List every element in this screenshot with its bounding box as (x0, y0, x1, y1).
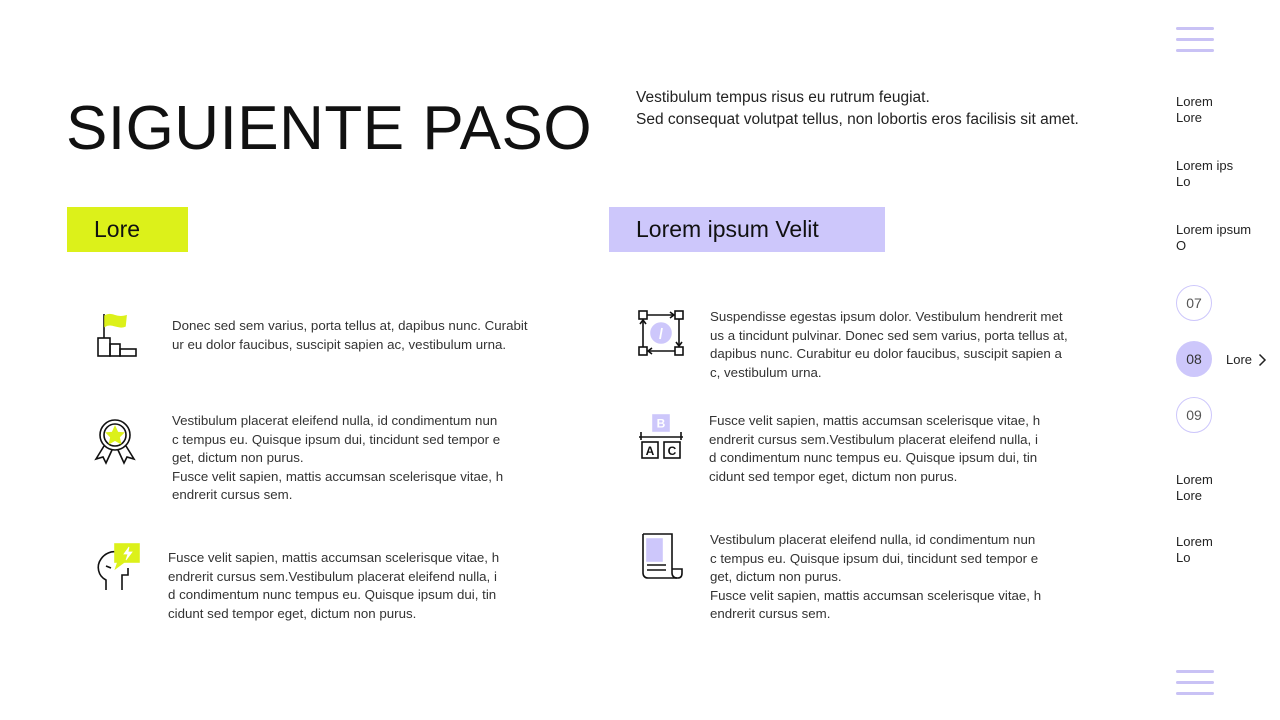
intro-line: Vestibulum tempus risus eu rutrum feugiat. (636, 89, 930, 106)
right-row-2-text (709, 412, 1079, 486)
sidebar-nav-item[interactable] (1176, 534, 1276, 566)
hamburger-menu-icon[interactable] (1176, 670, 1214, 698)
workflow-nodes-icon (636, 308, 686, 358)
text-line: Vestibulum placerat eleifend nulla, id condimentum nun (710, 532, 1036, 547)
page-09-button[interactable]: 09 (1176, 397, 1212, 433)
head-lightning-icon (92, 542, 142, 592)
text-line: d condimentum nunc tempus eu. Quisque ipsum dui, tin (709, 450, 1038, 466)
nav-item-line: Lo (1176, 550, 1191, 565)
text-line: endrerit cursus sem. (172, 487, 293, 503)
text-line: cidunt sed tempor eget, dictum non purus. (709, 468, 958, 484)
nav-item-line: Lo (1176, 174, 1191, 189)
text-line: get, dictum non purus. (172, 450, 304, 466)
left-row-1-text (172, 317, 542, 354)
text-line: ur eu dolor faucibus, suscipit sapien ac, vestibulum urna. (172, 336, 507, 352)
text-line: c, vestibulum urna. (710, 364, 822, 380)
left-row-3-text (168, 549, 538, 623)
text-line: c tempus eu. Quisque ipsum dui, tincidunt sed tempor e (172, 431, 501, 447)
award-ribbon-icon (90, 415, 140, 465)
text-line: get, dictum non purus. (710, 569, 842, 585)
sidebar-nav-item[interactable] (1176, 222, 1276, 254)
text-line: endrerit cursus sem.Vestibulum placerat eleifend nulla, i (709, 431, 1038, 447)
text-line: c tempus eu. Quisque ipsum dui, tincidunt sed tempor e (710, 550, 1039, 566)
chevron-right-icon (1258, 353, 1267, 367)
flag-on-podium-icon (92, 310, 142, 360)
page-title: SIGUIENTE PASO (66, 94, 593, 163)
text-line: Fusce velit sapien, mattis accumsan scelerisque vitae, h (168, 550, 500, 565)
text-line: Vestibulum placerat eleifend nulla, id condimentum nun (172, 413, 498, 428)
text-line: cidunt sed tempor eget, dictum non purus. (168, 605, 417, 621)
block-letter-a: A (645, 444, 655, 458)
block-letter-c: C (667, 444, 677, 458)
text-line: Fusce velit sapien, mattis accumsan scelerisque vitae, h (710, 587, 1042, 603)
left-row-2-text (172, 412, 542, 505)
text-line: d condimentum nunc tempus eu. Quisque ipsum dui, tin (168, 587, 497, 603)
sidebar-nav-item[interactable] (1176, 158, 1276, 190)
active-page-label-text: Lore (1226, 352, 1253, 367)
nav-item-line: Lorem (1176, 94, 1213, 109)
nav-item-line: Lore (1176, 488, 1203, 503)
hamburger-menu-icon[interactable] (1176, 27, 1214, 55)
text-line: Fusce velit sapien, mattis accumsan scelerisque vitae, h (172, 468, 504, 484)
right-section-label: Lorem ipsum Velit (609, 207, 885, 252)
nav-item-line: O (1176, 238, 1187, 253)
text-line: endrerit cursus sem. (710, 606, 831, 622)
left-section-label: Lore (67, 207, 188, 252)
nav-item-line: Lore (1176, 110, 1203, 125)
sidebar-nav-item[interactable] (1176, 94, 1276, 126)
text-line: Fusce velit sapien, mattis accumsan scelerisque vitae, h (709, 413, 1041, 428)
sidebar-nav-item[interactable] (1176, 472, 1276, 504)
intro-line: Sed consequat volutpat tellus, non lobortis eros facilisis sit amet. (636, 111, 1079, 128)
intro-text (636, 87, 1116, 131)
block-letter-b: B (656, 416, 666, 431)
text-line: Suspendisse egestas ipsum dolor. Vestibulum hendrerit met (710, 309, 1063, 324)
text-line: us a tincidunt pulvinar. Donec sed sem varius, porta tellus at, (710, 327, 1068, 343)
abc-blocks-icon (636, 412, 686, 462)
nav-item-line: Lorem ips (1176, 158, 1234, 173)
right-row-3-text (710, 531, 1080, 624)
page-08-button[interactable]: 08 (1176, 341, 1212, 377)
nav-item-line: Lorem (1176, 534, 1213, 549)
right-row-1-text (710, 308, 1080, 382)
active-page-label[interactable] (1226, 352, 1267, 367)
text-line: endrerit cursus sem.Vestibulum placerat eleifend nulla, i (168, 568, 497, 584)
nav-item-line: Lorem (1176, 472, 1213, 487)
nav-item-line: Lorem ipsum (1176, 222, 1252, 237)
text-line: dapibus nunc. Curabitur eu dolor faucibus, suscipit sapien a (710, 346, 1062, 362)
page-07-button[interactable]: 07 (1176, 285, 1212, 321)
document-scroll-icon (636, 531, 686, 581)
text-line: Donec sed sem varius, porta tellus at, dapibus nunc. Curabit (172, 318, 528, 333)
